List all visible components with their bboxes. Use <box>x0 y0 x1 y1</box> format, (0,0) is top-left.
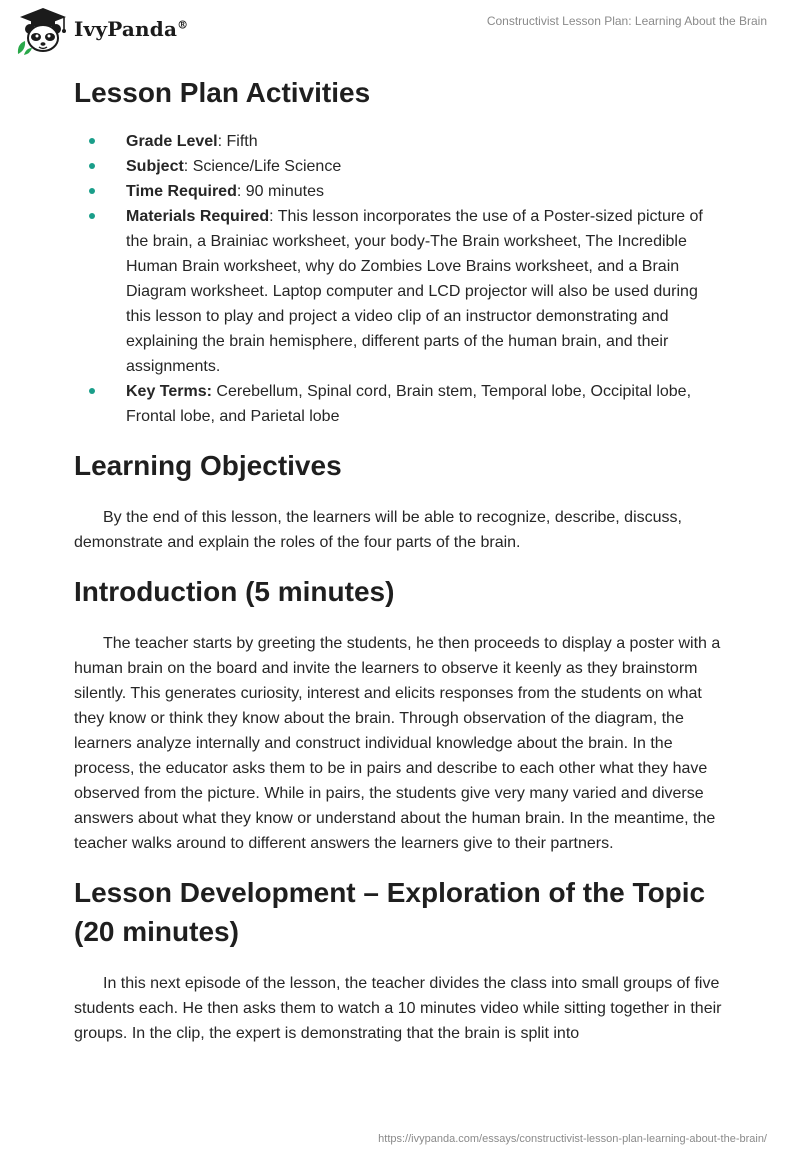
list-item-materials-required: Materials Required: This lesson incorporates the use of a Poster-sized picture of the brain, a Brainiac worksheet, your body-The Brain worksheet, The Incredible Human Brain worksheet, why do Zombies Love Brains worksheet, and a Brain Diagram worksheet. Laptop computer and LCD projector will also be used during this lesson to play and project a video clip of an instructor demonstrating and explaining the brain hemisphere, different parts of the human brain, and their assignments. <box>74 204 726 379</box>
source-url[interactable]: https://ivypanda.com/essays/constructivist-lesson-plan-learning-about-the-brain/ <box>378 1133 767 1145</box>
introduction-paragraph: The teacher starts by greeting the students, he then proceeds to display a poster with a human brain on the board and invite the learners to observe it keenly as they brainstorm silently. This generates curiosity, interest and elicits responses from the students on what they know or think they know about the brain. Through observation of the diagram, the learners analyze internally and construct individual knowledge about the brain. In the process, the educator asks them to be in pairs and describe to each other what they have observed from the picture. While in pairs, the students give very many varied and diverse answers about what they know or understand about the human brain. In the meantime, the teacher walks around to different answers the learners give to their partners. <box>74 635 721 852</box>
section-heading-objectives: Learning Objectives <box>74 450 342 481</box>
page-header <box>0 0 800 60</box>
objectives-paragraph: By the end of this lesson, the learners will be able to recognize, describe, discuss, demonstrate and explain the roles of the four parts of the brain. <box>74 509 682 551</box>
list-item-key-terms: Key Terms: Cerebellum, Spinal cord, Brain stem, Temporal lobe, Occipital lobe, Frontal lobe, and Parietal lobe <box>74 379 726 429</box>
activities-list <box>74 129 726 429</box>
section-heading-activities: Lesson Plan Activities <box>74 77 371 108</box>
article-body <box>74 70 726 1046</box>
list-item-grade-level: Grade Level: Fifth <box>74 129 726 154</box>
list-item-subject: Subject: Science/Life Science <box>74 154 726 179</box>
document-title: Constructivist Lesson Plan: Learning About the Brain <box>486 14 767 28</box>
list-item-time-required: Time Required: 90 minutes <box>74 179 726 204</box>
section-heading-development: Lesson Development – Exploration of the Topic (20 minutes) <box>74 877 706 947</box>
development-paragraph: In this next episode of the lesson, the teacher divides the class into small groups of five students each. He then asks them to watch a 10 minutes video while sitting together in their groups. In the clip, the expert is demonstrating that the brain is split into <box>74 975 722 1042</box>
brand-name: IvyPanda® <box>74 17 189 41</box>
panda-graduation-cap-icon <box>14 6 72 56</box>
section-heading-introduction: Introduction (5 minutes) <box>74 576 395 607</box>
